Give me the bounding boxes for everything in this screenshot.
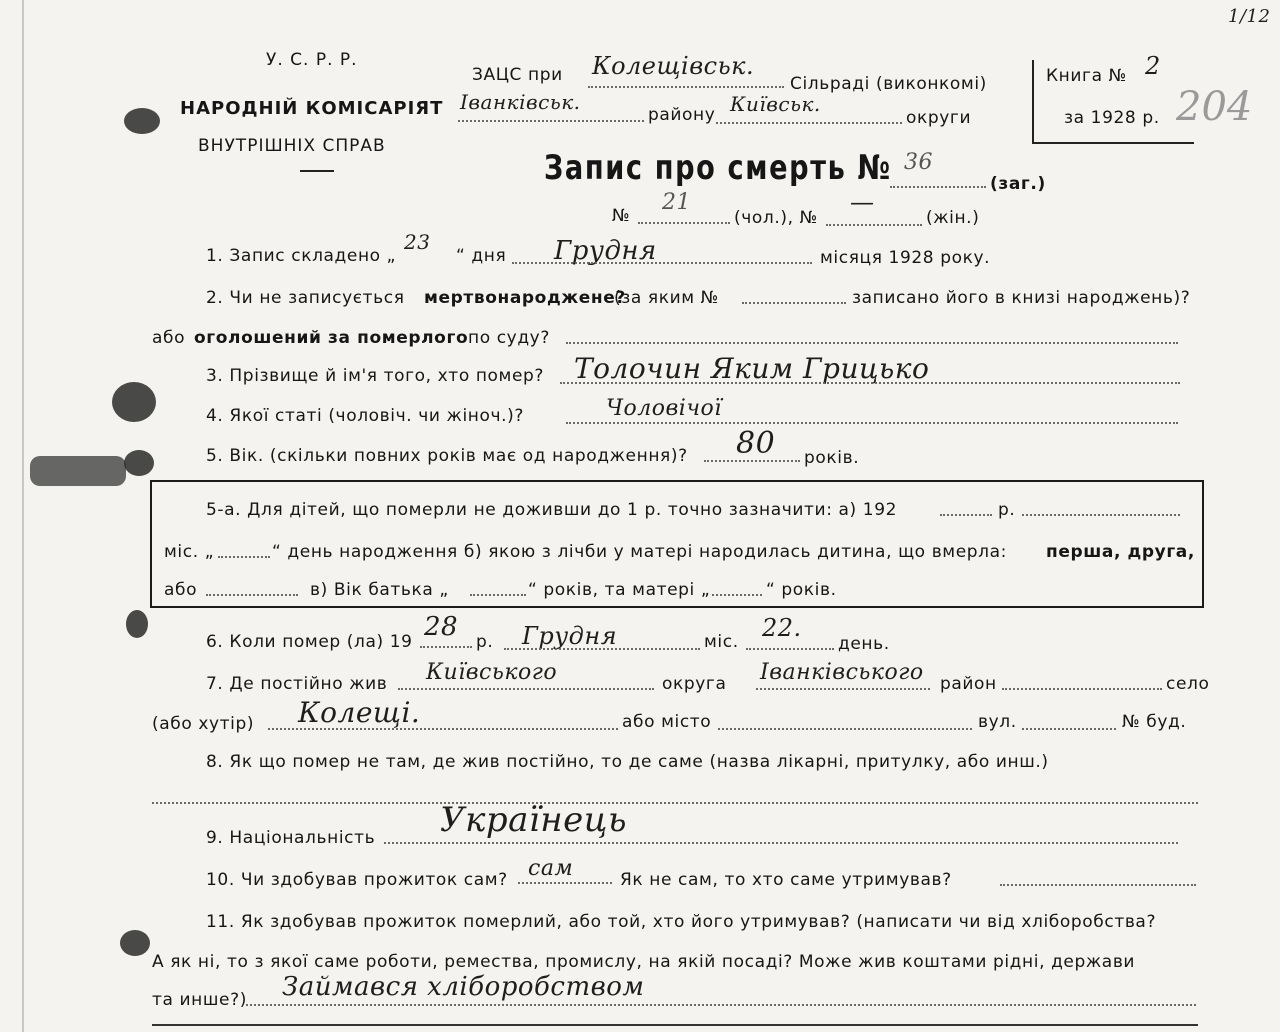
- q5a-mother-age: “ років, та матері „: [528, 580, 711, 600]
- q10-answer-handwritten: сам: [528, 856, 574, 881]
- male-number-label: №: [612, 206, 631, 226]
- dotted-line: [1000, 884, 1196, 886]
- book-number-handwritten: 2: [1145, 52, 1161, 80]
- q2-label: 2. Чи не записується: [206, 288, 405, 308]
- punch-hole: [126, 610, 148, 638]
- header-divider: [300, 170, 334, 172]
- dotted-line: [560, 382, 1180, 384]
- raion-handwritten: Іванківськ.: [460, 90, 581, 114]
- q7-village-handwritten: Колещі.: [298, 696, 421, 729]
- dotted-line: [746, 648, 834, 650]
- dotted-line: [890, 186, 986, 188]
- dotted-line: [512, 262, 812, 264]
- q7-khutir-label: (або хутір): [152, 714, 255, 734]
- q7-okrug-handwritten: Київського: [426, 660, 558, 685]
- dotted-line: [638, 222, 730, 224]
- q2-suffix: записано його в книзі народжень)?: [852, 288, 1191, 308]
- q5a-line3-end: “ років.: [766, 580, 837, 600]
- q7-label: 7. Де постійно жив: [206, 674, 388, 694]
- q5-age-handwritten: 80: [736, 426, 776, 461]
- punch-hole: [120, 930, 150, 956]
- q2-bold: мертвонароджене?: [424, 288, 626, 308]
- dotted-line: [588, 86, 784, 88]
- q4-label: 4. Якої статі (чоловіч. чи жіноч.)?: [206, 406, 525, 426]
- q8-label: 8. Як що помер не там, де жив постійно, то де саме (назва лікарні, притулку, або инш.): [206, 752, 1049, 772]
- okrug-handwritten: Київськ.: [730, 92, 821, 116]
- book-box-bottom-border: [1032, 142, 1194, 144]
- q3-label: 3. Прізвище й ім'я того, хто помер?: [206, 366, 545, 386]
- q9-answer-handwritten: Українець: [440, 800, 628, 840]
- q5a-line2: “ день народження б) якою з лічби у матері народилась дитина, що вмерла:: [272, 542, 1007, 562]
- q7-raion-label: район: [940, 674, 997, 694]
- q10-suffix: Як не сам, то хто саме утримував?: [620, 870, 952, 890]
- q6-year-handwritten: 28: [424, 612, 459, 642]
- dotted-line: [504, 648, 700, 650]
- q11-line3: та инше?): [152, 990, 247, 1010]
- q5-label: 5. Вік. (скільки повних років має од народження)?: [206, 446, 688, 466]
- q5-suffix: років.: [804, 448, 860, 468]
- q3-answer-handwritten: Толочин Яким Грицько: [574, 352, 930, 385]
- q7-okrug-label: округа: [662, 674, 727, 694]
- sildradi-label: Сільраді (виконкомі): [790, 74, 987, 94]
- q5a-line2-prefix: міс. „: [164, 542, 215, 562]
- q7-raion-handwritten: Іванківського: [760, 660, 924, 685]
- dotted-line: [152, 802, 1198, 804]
- q1-day-handwritten: 23: [404, 230, 431, 254]
- punch-hole: [112, 382, 156, 422]
- punch-hole: [124, 450, 154, 476]
- q1-day-suffix: “ дня: [456, 246, 507, 266]
- q5a-father-age: в) Вік батька „: [310, 580, 449, 600]
- dotted-line: [940, 514, 992, 516]
- q11-line2: А як ні, то з якої саме роботи, ремества, промислу, на якій посаді? Може жив коштами рідні, держави: [152, 952, 1136, 972]
- dotted-line: [384, 842, 1178, 844]
- record-title: Запис про смерть №: [544, 148, 892, 188]
- q2-line2-label: або: [152, 328, 186, 348]
- q5a-line1-end: р.: [998, 500, 1016, 520]
- q6-day-handwritten: 22.: [762, 614, 802, 642]
- q1-label: 1. Запис складено „: [206, 246, 397, 266]
- q5a-line2-bold: перша, друга,: [1046, 542, 1195, 562]
- dotted-line: [470, 594, 526, 596]
- okrug-label: округи: [906, 108, 972, 128]
- republic-label: У. С. Р. Р.: [266, 50, 358, 70]
- corner-mark: 1/12: [1228, 6, 1271, 27]
- dotted-line: [518, 882, 612, 884]
- q7-village-label: село: [1166, 674, 1210, 694]
- dotted-line: [218, 556, 270, 558]
- male-number-handwritten: 21: [662, 190, 691, 215]
- female-number-handwritten: —: [850, 188, 875, 216]
- year-label: за 1928 р.: [1064, 108, 1160, 128]
- q10-label: 10. Чи здобував прожиток сам?: [206, 870, 508, 890]
- q1-month-handwritten: Грудня: [554, 236, 657, 266]
- dotted-line: [756, 688, 930, 690]
- dotted-line: [458, 120, 644, 122]
- dotted-line: [420, 646, 472, 648]
- dotted-line: [206, 594, 298, 596]
- dotted-line: [718, 728, 972, 730]
- dotted-line: [268, 728, 618, 730]
- total-label: (заг.): [990, 174, 1046, 194]
- binding-stain: [30, 456, 126, 486]
- q1-suffix: місяця 1928 року.: [820, 248, 991, 268]
- q11-line1: 11. Як здобував прожиток померлий, або той, хто його утримував? (написати чи від хліборобства?: [206, 912, 1157, 932]
- dotted-line: [566, 342, 1178, 344]
- dotted-line: [742, 302, 846, 304]
- q6-month-suffix: міс.: [704, 632, 739, 652]
- q7-house-label: № буд.: [1122, 712, 1187, 732]
- commissariat-subtitle: ВНУТРІШНІХ СПРАВ: [198, 136, 386, 156]
- q5a-line1: 5-а. Для дітей, що померли не доживши до 1 р. точно зазначити: а) 192: [206, 500, 898, 520]
- q2-number-label: (за яким №: [614, 288, 719, 308]
- dotted-line: [246, 1004, 1196, 1006]
- commissariat-title: НАРОДНІЙ КОМІСАРІЯТ: [180, 98, 444, 119]
- total-number-handwritten: 36: [904, 150, 933, 175]
- q5a-line3-prefix: або: [164, 580, 198, 600]
- q9-label: 9. Національність: [206, 828, 376, 848]
- book-box-left-border: [1032, 60, 1034, 142]
- q6-month-handwritten: Грудня: [522, 622, 618, 650]
- q7-city-label: або місто: [622, 712, 712, 732]
- q7-street-label: вул.: [978, 712, 1017, 732]
- q2-line2-suffix: по суду?: [468, 328, 550, 348]
- dotted-line: [1022, 728, 1116, 730]
- zags-label: ЗАЦС при: [472, 65, 563, 85]
- dotted-line: [826, 224, 922, 226]
- dotted-line: [398, 688, 654, 690]
- q6-label: 6. Коли помер (ла) 19: [206, 632, 413, 652]
- dotted-line: [712, 594, 762, 596]
- punch-hole: [124, 108, 160, 134]
- page-stamp-number: 204: [1176, 84, 1253, 130]
- dotted-line: [704, 460, 800, 462]
- dotted-line: [1002, 688, 1162, 690]
- raion-label: району: [648, 105, 716, 125]
- q2-line2-bold: оголошений за померлого: [194, 328, 469, 348]
- zags-village-handwritten: Колещівськ.: [592, 52, 755, 80]
- male-label: (чол.), №: [734, 208, 818, 228]
- q11-answer-handwritten: Займався хліборобством: [282, 972, 645, 1002]
- dotted-line: [1022, 514, 1180, 516]
- bottom-rule: [152, 1024, 1198, 1026]
- book-label: Книга №: [1046, 66, 1127, 86]
- q4-answer-handwritten: Чоловічої: [606, 396, 722, 421]
- q6-year-suffix: р.: [476, 632, 494, 652]
- q6-day-suffix: день.: [838, 634, 890, 654]
- dotted-line: [716, 122, 902, 124]
- dotted-line: [566, 422, 1178, 424]
- female-label: (жін.): [926, 208, 980, 228]
- binding-margin-line: [22, 0, 24, 1032]
